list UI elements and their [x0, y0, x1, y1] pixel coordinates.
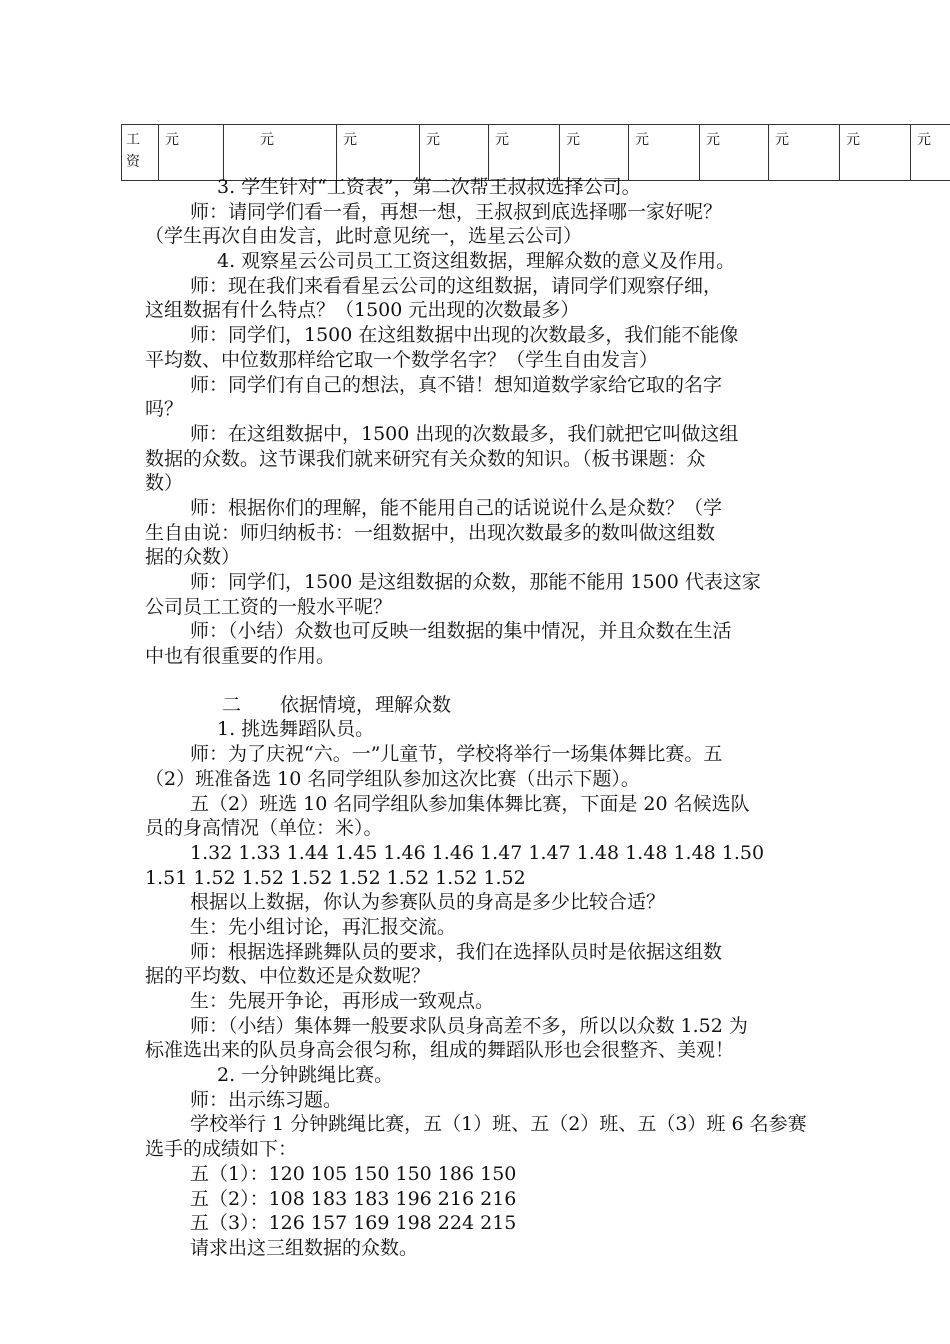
wage-cell: 元 [769, 125, 840, 181]
lesson-part-1 [145, 175, 815, 669]
text-line: 师：为了庆祝“六。一”儿童节，学校将举行一场集体舞比赛。五 [190, 743, 723, 766]
text-line: 五（2）：108 183 183 196 216 216 [190, 1187, 517, 1210]
text-line: 1.32 1.33 1.44 1.45 1.46 1.46 1.47 1.47 1.48 1.48 1.48 1.50 [190, 841, 765, 864]
text-line: 3. 学生针对“工资表”，第二次帮王叔叔选择公司。 [217, 176, 641, 198]
text-line: 师：根据选择跳舞队员的要求，我们在选择队员时是依据这组数 [190, 940, 723, 963]
text-line: 生自由说：师归纳板书：一组数据中，出现次数最多的数叫做这组数 [145, 521, 716, 544]
text-line: 公司员工工资的一般水平呢？ [145, 595, 393, 618]
text-line: 平均数、中位数那样给它取一个数学名字？（学生自由发言） [145, 348, 659, 371]
text-line: 中也有很重要的作用。 [145, 645, 336, 668]
paragraph-gap [145, 669, 815, 693]
text-line: 请求出这三组数据的众数。 [190, 1236, 419, 1259]
text-line: 师：同学们，1500 是这组数据的众数，那能不能用 1500 代表这家 [190, 571, 761, 593]
wage-row-header [122, 125, 159, 181]
text-line: （2）班准备选 10 名同学组队参加这次比赛（出示下题）。 [145, 767, 640, 790]
wage-table-wrapper [121, 124, 931, 181]
wage-cell: 元 [629, 125, 700, 181]
text-line: 师：同学们有自己的想法，真不错！想知道数学家给它取的名字 [190, 373, 723, 396]
text-line: 师：（小结）众数也可反映一组数据的集中情况，并且众数在生活 [190, 620, 732, 643]
section-heading [145, 693, 815, 718]
wage-cell: 元 [224, 125, 337, 181]
wage-cell: 元 [911, 125, 950, 181]
text-line: 据的众数） [145, 546, 241, 569]
section-number: 二 [222, 693, 242, 716]
text-line: 师：（小结）集体舞一般要求队员身高差不多，所以以众数 1.52 为 [190, 1014, 748, 1037]
text-line: 五（3）：126 157 169 198 224 215 [190, 1212, 517, 1235]
wage-header-char: 资 [126, 154, 140, 170]
wage-table [121, 124, 950, 181]
text-line: 根据以上数据，你认为参赛队员的身高是多少比较合适？ [190, 891, 666, 914]
wage-cell: 元 [159, 125, 224, 181]
section-title: 依据情境，理解众数 [280, 693, 452, 716]
text-line: 1. 挑选舞蹈队员。 [217, 718, 375, 741]
text-line: 五（2）班选 10 名同学组队参加集体舞比赛，下面是 20 名候选队 [190, 792, 750, 815]
wage-cell: 元 [337, 125, 420, 181]
text-line: 据的平均数、中位数还是众数呢？ [145, 965, 431, 988]
lesson-body [145, 175, 815, 1261]
text-line: 生：先小组讨论，再汇报交流。 [190, 915, 457, 938]
text-line: 师：出示练习题。 [190, 1088, 343, 1111]
text-line: （学生再次自由发言，此时意见统一，选星云公司） [145, 225, 583, 248]
text-line: 吗？ [145, 398, 184, 421]
text-line: 4. 观察星云公司员工工资这组数据，理解众数的意义及作用。 [217, 250, 736, 273]
text-line: 师：请同学们看一看，再想一想，王叔叔到底选择哪一家好呢？ [190, 200, 723, 223]
wage-cell: 元 [700, 125, 769, 181]
text-line: 员的身高情况（单位：米）。 [145, 817, 383, 840]
text-line: 师：同学们，1500 在这组数据中出现的次数最多，我们能不能像 [190, 324, 739, 347]
text-line: 这组数据有什么特点？（1500 元出现的次数最多） [145, 299, 580, 322]
lesson-part-2 [145, 717, 815, 1260]
wage-header-char: 工 [126, 132, 140, 148]
wage-cell: 元 [489, 125, 560, 181]
text-line: 师：在这组数据中，1500 出现的次数最多，我们就把它叫做这组 [190, 422, 739, 445]
text-line: 生：先展开争论，再形成一致观点。 [190, 990, 495, 1012]
text-line: 学校举行 1 分钟跳绳比赛，五（1）班、五（2）班、五（3）班 6 名参赛 [190, 1113, 807, 1136]
wage-cell: 元 [840, 125, 911, 181]
text-line: 2. 一分钟跳绳比赛。 [217, 1064, 394, 1087]
wage-cell: 元 [560, 125, 629, 181]
text-line: 数据的众数。这节课我们就来研究有关众数的知识。（板书课题：众 [145, 447, 706, 470]
text-line: 1.51 1.52 1.52 1.52 1.52 1.52 1.52 1.52 [145, 866, 526, 889]
wage-table-row [122, 125, 950, 181]
text-line: 标准选出来的队员身高会很匀称，组成的舞蹈队形也会很整齐、美观！ [145, 1039, 735, 1062]
text-line: 师：现在我们来看看星云公司的这组数据，请同学们观察仔细， [190, 274, 723, 297]
text-line: 五（1）：120 105 150 150 186 150 [190, 1162, 517, 1185]
wage-cell: 元 [420, 125, 489, 181]
text-line: 师：根据你们的理解，能不能用自己的话说说什么是众数？（学 [190, 496, 723, 519]
text-line: 数） [145, 472, 184, 495]
text-line: 选手的成绩如下： [145, 1138, 298, 1161]
